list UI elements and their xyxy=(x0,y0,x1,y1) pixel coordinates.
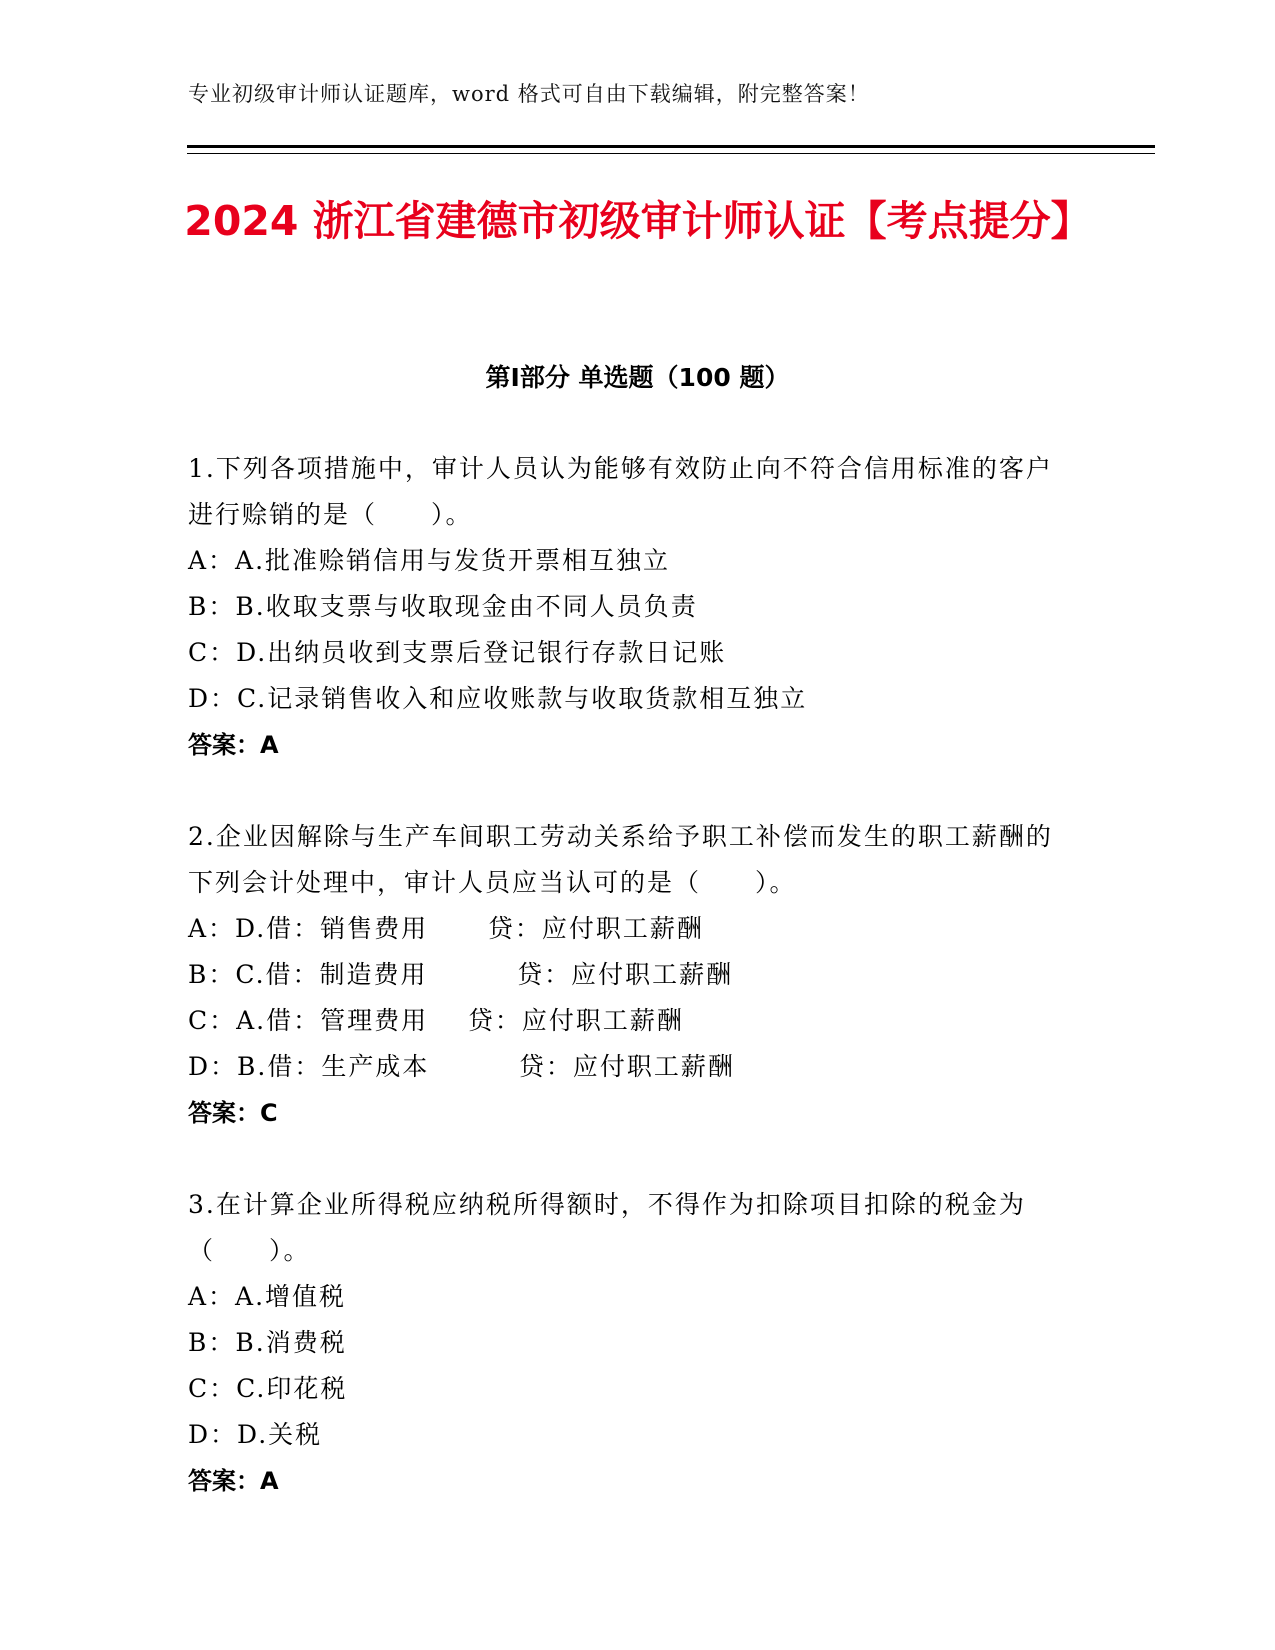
option-d: D：C.记录销售收入和应收账款与收取货款相互独立 xyxy=(188,684,808,713)
option-b: B：B.收取支票与收取现金由不同人员负责 xyxy=(188,592,698,621)
option-b: B：C.借：制造费用 贷：应付职工薪酬 xyxy=(188,960,734,989)
question-answer: 答案：A xyxy=(188,731,279,759)
option-d: D：D.关税 xyxy=(188,1420,323,1449)
question xyxy=(188,814,1058,1136)
option-c: C：A.借：管理费用 贷：应付职工薪酬 xyxy=(188,1006,684,1035)
option-b: B：B.消费税 xyxy=(188,1328,347,1357)
header-note: 专业初级审计师认证题库，word 格式可自由下载编辑，附完整答案！ xyxy=(188,82,870,106)
question-list xyxy=(188,446,1058,1550)
option-c: C：D.出纳员收到支票后登记银行存款日记账 xyxy=(188,638,727,667)
section-title: 第Ⅰ部分 单选题（100 题） xyxy=(485,363,790,392)
question-stem: 3.在计算企业所得税应纳税所得额时，不得作为扣除项目扣除的税金为（ ）。 xyxy=(188,1190,1026,1265)
header-rule-thin xyxy=(187,153,1155,154)
question-answer: 答案：C xyxy=(188,1099,278,1127)
option-c: C：C.印花税 xyxy=(188,1374,348,1403)
question xyxy=(188,446,1058,768)
option-a: A：A.增值税 xyxy=(188,1282,347,1311)
document-title: 2024 浙江省建德市初级审计师认证【考点提分】 xyxy=(184,197,1092,245)
option-a: A：A.批准赊销信用与发货开票相互独立 xyxy=(188,546,671,575)
header-rule-thick xyxy=(187,145,1155,148)
question-answer: 答案：A xyxy=(188,1467,279,1495)
question xyxy=(188,1182,1058,1504)
option-d: D：B.借：生产成本 贷：应付职工薪酬 xyxy=(188,1052,735,1081)
question-stem: 2.企业因解除与生产车间职工劳动关系给予职工补偿而发生的职工薪酬的下列会计处理中，审计人员应当认可的是（ ）。 xyxy=(188,822,1053,897)
question-stem: 1.下列各项措施中，审计人员认为能够有效防止向不符合信用标准的客户进行赊销的是（ ）。 xyxy=(188,454,1053,529)
option-a: A：D.借：销售费用 贷：应付职工薪酬 xyxy=(188,914,704,943)
